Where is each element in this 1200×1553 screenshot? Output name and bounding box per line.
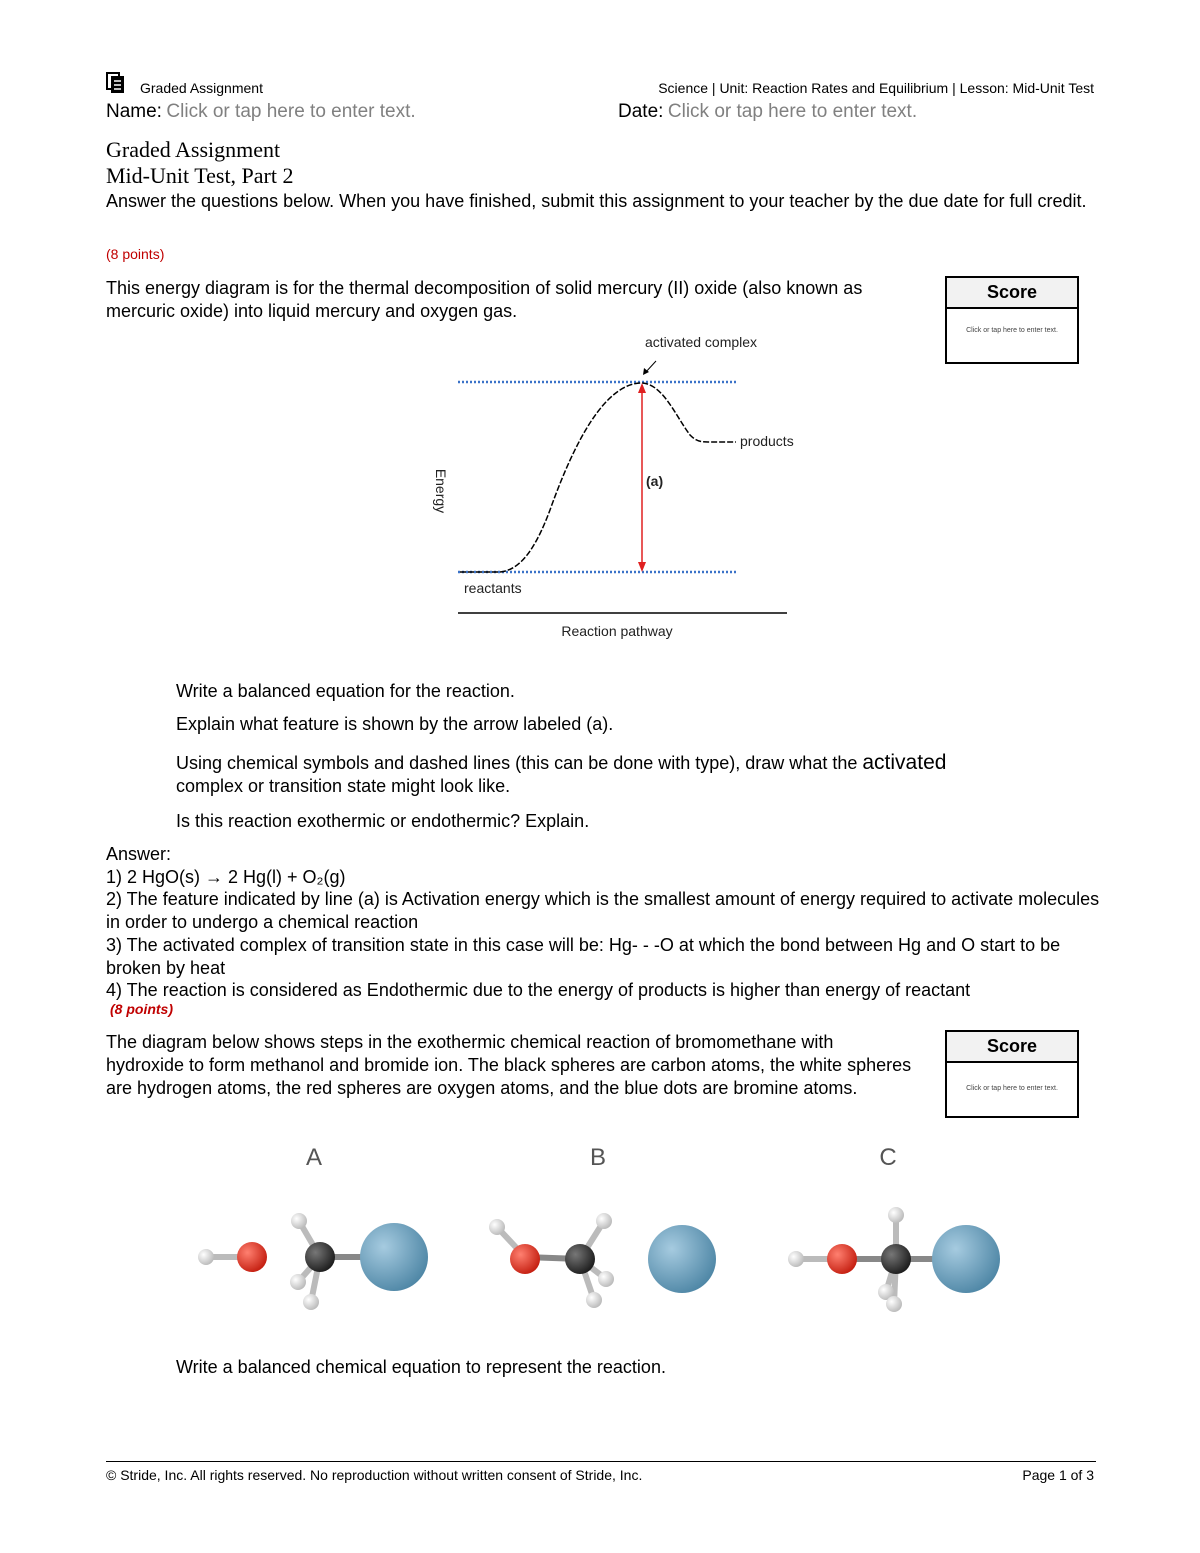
molecule-label-c: C <box>879 1144 897 1171</box>
answer-3: 3) The activated complex of transition state in this case will be: Hg- - -O at which the bond between Hg and O start to be broken by heat <box>106 934 1061 978</box>
label-reaction-pathway: Reaction pathway <box>561 623 673 639</box>
q1-score-input[interactable]: Click or tap here to enter text. <box>966 327 1058 334</box>
instructions: Answer the questions below. When you have finished, submit this assignment to your teacher by the due date for full credit. <box>106 191 1087 211</box>
name-input[interactable]: Click or tap here to enter text. <box>166 101 416 122</box>
hydrogen-atom <box>788 1251 804 1267</box>
q1-sub-1: Write a balanced equation for the reaction. <box>176 681 515 701</box>
hydrogen-atom <box>886 1296 902 1312</box>
hydrogen-atom <box>489 1219 505 1235</box>
oxygen-atom <box>510 1244 540 1274</box>
label-reactants: reactants <box>464 580 522 596</box>
q2-score-label: Score <box>947 1032 1077 1063</box>
page-title: Graded Assignment <box>106 137 281 162</box>
q1-sub-2: Explain what feature is shown by the arrow labeled (a). <box>176 714 614 734</box>
arrow-head-bottom <box>638 562 646 572</box>
date-label: Date: <box>618 101 664 122</box>
footer-copyright: © Stride, Inc. All rights reserved. No reproduction without written consent of Stride, Inc. <box>106 1467 643 1483</box>
footer-divider <box>106 1461 1096 1462</box>
name-label: Name: <box>106 101 162 122</box>
q1-score-box <box>945 276 1079 364</box>
hydrogen-atom <box>596 1213 612 1229</box>
molecule-label-a: A <box>305 1144 323 1171</box>
q1-sub-3-text-2: complex or transition state might look like. <box>176 776 511 796</box>
oxygen-atom <box>827 1244 857 1274</box>
q2-sub-1: Write a balanced chemical equation to represent the reaction. <box>176 1357 666 1377</box>
hydrogen-atom <box>888 1207 904 1223</box>
q1-sub-4: Is this reaction exothermic or endothermic? Explain. <box>176 811 590 831</box>
q1-sub-3-text: Using chemical symbols and dashed lines (this can be done with type), draw what the <box>176 753 858 773</box>
energy-diagram <box>400 325 830 665</box>
hydrogen-atom <box>303 1294 319 1310</box>
hydrogen-atom <box>291 1213 307 1229</box>
q1-points: (8 points) <box>106 246 165 262</box>
date-field-row <box>618 101 917 123</box>
date-input[interactable]: Click or tap here to enter text. <box>667 101 918 122</box>
page-subtitle: Mid-Unit Test, Part 2 <box>106 163 294 188</box>
molecule-a <box>198 1213 428 1310</box>
answer-2: 2) The feature indicated by line (a) is Activation energy which is the smallest amount of energy required to activate molecules in order to undergo a chemical reaction <box>106 889 1100 933</box>
q2-prompt: The diagram below shows steps in the exothermic chemical reaction of bromomethane with hydroxide to form methanol and bromide ion. The black spheres are carbon atoms, the white spheres are hydrogen atoms, the red spheres are oxygen atoms, and the blue dots are bromine atoms. <box>106 1032 912 1098</box>
molecule-c <box>788 1207 1000 1312</box>
molecule-b <box>489 1213 716 1308</box>
molecule-label-b: B <box>589 1144 607 1171</box>
q2-points: (8 points) <box>110 1001 173 1017</box>
q1-prompt: This energy diagram is for the thermal decomposition of solid mercury (II) oxide (also known as mercuric oxide) into liquid mercury and oxygen gas. <box>106 278 863 321</box>
label-products: products <box>740 433 794 449</box>
energy-curve <box>460 383 736 572</box>
answer-label: Answer: <box>106 844 172 864</box>
footer-page-number: Page 1 of 3 <box>1022 1467 1094 1483</box>
label-activated-complex: activated complex <box>645 334 758 350</box>
carbon-atom <box>565 1244 595 1274</box>
header-doc-type: Graded Assignment <box>140 80 263 96</box>
q2-score-box <box>945 1030 1079 1118</box>
carbon-atom <box>881 1244 911 1274</box>
label-arrow-a: (a) <box>646 473 664 489</box>
q2-score-input[interactable]: Click or tap here to enter text. <box>966 1085 1058 1092</box>
document-icon <box>106 72 126 94</box>
bromine-atom <box>932 1225 1000 1293</box>
q1-sub-3-activated: activated <box>862 751 947 774</box>
hydrogen-atom <box>198 1249 214 1265</box>
q1-score-label: Score <box>947 278 1077 309</box>
hydrogen-atom <box>586 1292 602 1308</box>
oxygen-atom <box>237 1242 267 1272</box>
hydrogen-atom <box>598 1271 614 1287</box>
q1-sub-3 <box>176 751 1056 798</box>
bromine-atom <box>360 1223 428 1291</box>
hydrogen-atom <box>290 1274 306 1290</box>
carbon-atom <box>305 1242 335 1272</box>
bromine-atom <box>648 1225 716 1293</box>
answer-4: 4) The reaction is considered as Endothermic due to the energy of products is higher than energy of reactant <box>106 980 971 1001</box>
header-course-info: Science | Unit: Reaction Rates and Equilibrium | Lesson: Mid-Unit Test <box>658 80 1094 96</box>
answer-block <box>106 843 1101 1002</box>
arrow-head-top <box>638 383 646 393</box>
molecule-diagram <box>180 1135 1020 1325</box>
label-energy-axis: Energy <box>433 468 449 514</box>
answer-1: 1) 2 HgO(s) → 2 Hg(l) + O₂(g) <box>106 866 346 887</box>
name-field-row <box>106 101 416 123</box>
